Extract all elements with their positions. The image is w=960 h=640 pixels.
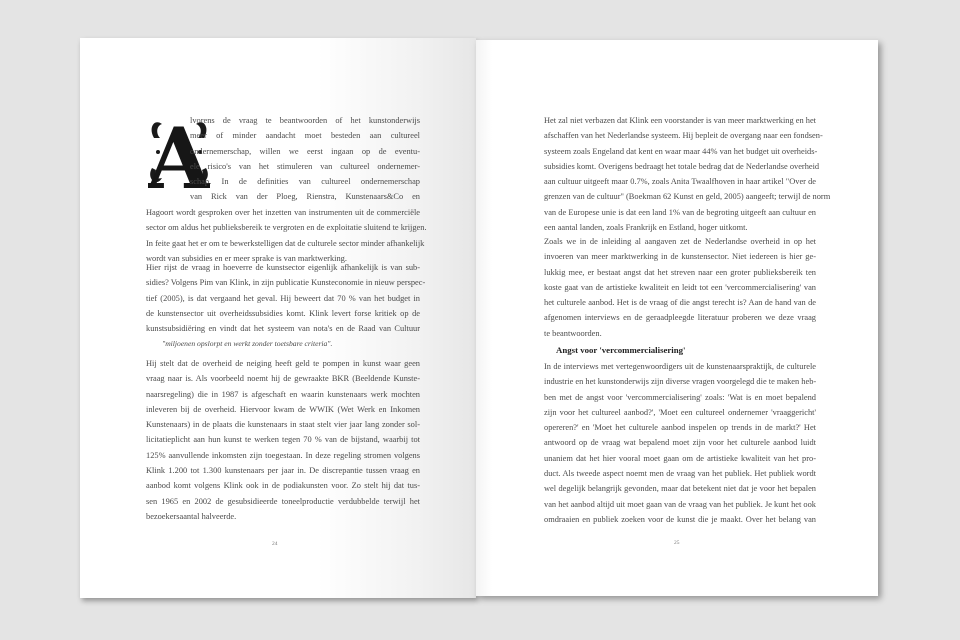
text-line: grenzen van de cultuur" (Boekman 62 Kunst en geld, 2005) aangeeft; terwijl de norm [544,192,831,202]
text-line: ben met de angst voor 'vercommercialisering' zoals: 'Wat is en moet bepalend [544,392,816,402]
paragraph-1 [544,113,831,235]
page-number-right: 25 [674,540,680,546]
text-line: te beantwoorden. [544,328,602,338]
text-line: industrie en het kunstonderwijs zijn diverse vragen voorgelegd die te maken heb- [544,377,817,387]
text-line: Het zal niet verbazen dat Klink een voorstander is van meer marktwerking en het [544,116,816,125]
text-line: kunstsubsidiëring en vindt dat het systeem van nota's en de Raad van Cultuur [146,324,420,334]
paragraph-2 [544,234,816,341]
text-line: afgenomen interviews en de geraadpleegde literatuur proberen we deze vraag [544,313,816,323]
text-line: ondernemerschap, willen we eerst ingaan op de eventu- [190,146,420,156]
text-line: Hagoort wordt gesproken over het inzetten van instrumenten uit de commerciële [146,208,420,217]
block-quote: "miljoenen opslorpt en werkt zonder toetsbare criteria". [162,339,333,348]
text-line: In de interviews met vertegenwoordigers uit de kunstenaarspraktijk, de culturele [544,362,816,371]
text-line: wel degelijk belangrijk gevonden, maar dat betekent niet dat je voor het bepalen [544,484,816,494]
paragraph-2 [146,260,426,336]
text-line: schap. In de definities van cultureel ondernemerschap [190,177,420,187]
paragraph-3 [146,356,420,524]
text-line: een aantal landen, zoals Frankrijk en Estland, hoger uitkomt. [544,223,748,233]
text-line: sector om aldus het publieksbereik te vergroten en de exploitatie sluitend te krijgen. [146,223,427,233]
svg-text:A: A [148,109,210,192]
text-line: omdraaien en publiek zoeken voor de kunst die je maakt. Over het belang van [544,514,816,524]
paragraph-1 [146,205,427,266]
text-line: sen 1965 en 2002 de gesubsidieerde toneelproductie verdubbelde terwijl het [146,496,420,506]
text-line: lvorens de vraag te beantwoorden of het kunstonderwijs [190,116,420,125]
text-line: naarsregeling) die in 1987 is afgeschaft en waarin kunstenaars werk mochten [146,389,420,399]
text-line: Hier rijst de vraag in hoeverre de kunstsector eigenlijk afhankelijk is van sub- [146,263,420,272]
text-line: de kunstensector uit overheidssubsidies komt. Klink levert forse kritiek op de [146,308,420,318]
text-line: licitatieplicht aan hun kunst te werken tegen 70 % van de bijstand, waarbij tot [146,435,420,445]
text-line: Kunstenaars) in de plaats die kunstenaars in staat stelt vier jaar lang zonder sol- [146,420,420,430]
text-line: vraag naar is. Als voorbeeld noemt hij de gewraakte BKR (Beeldende Kunste- [146,374,420,384]
text-line: koste gaat van de artistieke kwaliteit en leidt tot een 'vercommercialisering' van [544,282,816,292]
text-line: In feite gaat het er om te bewerkstelligen dat de culturele sector minder afhankelijk [146,238,425,248]
paragraph-3 [544,359,816,527]
text-line: van het aanbod altijd uit moet gaan van de vraag van het publiek. Je kunt het ook [544,499,816,509]
text-line: opereren?' en 'Moet het culturele aanbod inspelen op trends in de markt?' Het [544,423,816,433]
text-line: meer of minder aandacht moet besteden aan cultureel [190,131,420,141]
section-heading: Angst voor 'vercommercialisering' [556,345,686,355]
text-line: aan cultuur uitgeeft maar 0.7%, zoals Anita Twaalfhoven in haar artikel "Over de [544,177,816,187]
text-line: systeem zoals Engeland dat kent en waar maar 44% van het budget uit overheids- [544,146,818,156]
text-line: het culturele aanbod. Het is de vraag of die angst terecht is? Aan de hand van de [544,298,816,308]
text-line: van Rick van der Ploeg, Rienstra, Kunstenaars&Co en [190,192,420,202]
text-line: Hij stelt dat de overheid de neiging heeft geld te pompen in kunst waar geen [146,359,420,368]
text-line: invoeren van meer marktwerking in de kunstensector. Niet iedereen is hier ge- [544,252,816,262]
text-line: zijn voor het cultureel aanbod?', 'Moet een cultureel ondernemer 'vraaggericht' [544,407,816,417]
text-line: subsidies komt. Overigens bedraagt het totale bedrag dat de Nederlandse overheid [544,161,820,171]
text-line: tief (2005), is dat vergaand het geval. Hij beweert dat 70 % van het budget in [146,293,420,303]
paragraph-1-wrapped [190,113,420,205]
text-line: bezoekersaantal halveerde. [146,511,237,521]
text-line: antwoord op de vraag wat bepalend moet zijn voor het culturele aanbod luidt [544,438,816,448]
text-line: Zoals we in de inleiding al aangaven zet de Nederlandse overheid in op het [544,237,816,246]
text-line: 125% aanvullende inkomsten zijn toegestaan. In deze regeling stromen volgens [146,450,420,460]
text-line: wordt van subsidies en er meer sprake is van marktwerking. [146,253,347,263]
text-line: duct. Als tweede aspect noemt men de vraag van het publiek. Het publiek wordt [544,469,816,479]
text-line: aanbod komt volgens Klink ook in de podiakunsten voor. Zo stelt hij dat tus- [146,481,420,491]
text-line: unaniem dat het hier vooral moet gaan om de artistieke kwaliteit van het pro- [544,453,816,463]
page-number-left: 24 [272,541,278,547]
text-line: afschaffen van het Nederlandse systeem. Hij bepleit de overgang naar een fondsen- [544,131,823,141]
text-line: van de Europese unie is dat een land 1% van de begroting uitgeeft aan cultuur en [544,207,816,217]
text-line: ele risico's van het stimuleren van cultureel ondernemer- [190,161,420,171]
text-line: lukkig mee, er bestaat angst dat het streven naar een groter publieksbereik ten [544,267,816,277]
text-line: inleveren bij de overheid. Hiervoor kwam de WWIK (Wet Werk en Inkomen [146,404,420,414]
text-line: Klink 1.200 tot 1.300 kunstenaars per jaar in. De discrepantie tussen vraag en [146,466,420,476]
text-line: sidies? Volgens Pim van Klink, in zijn publicatie Kunsteconomie in nieuw perspec- [146,278,426,288]
